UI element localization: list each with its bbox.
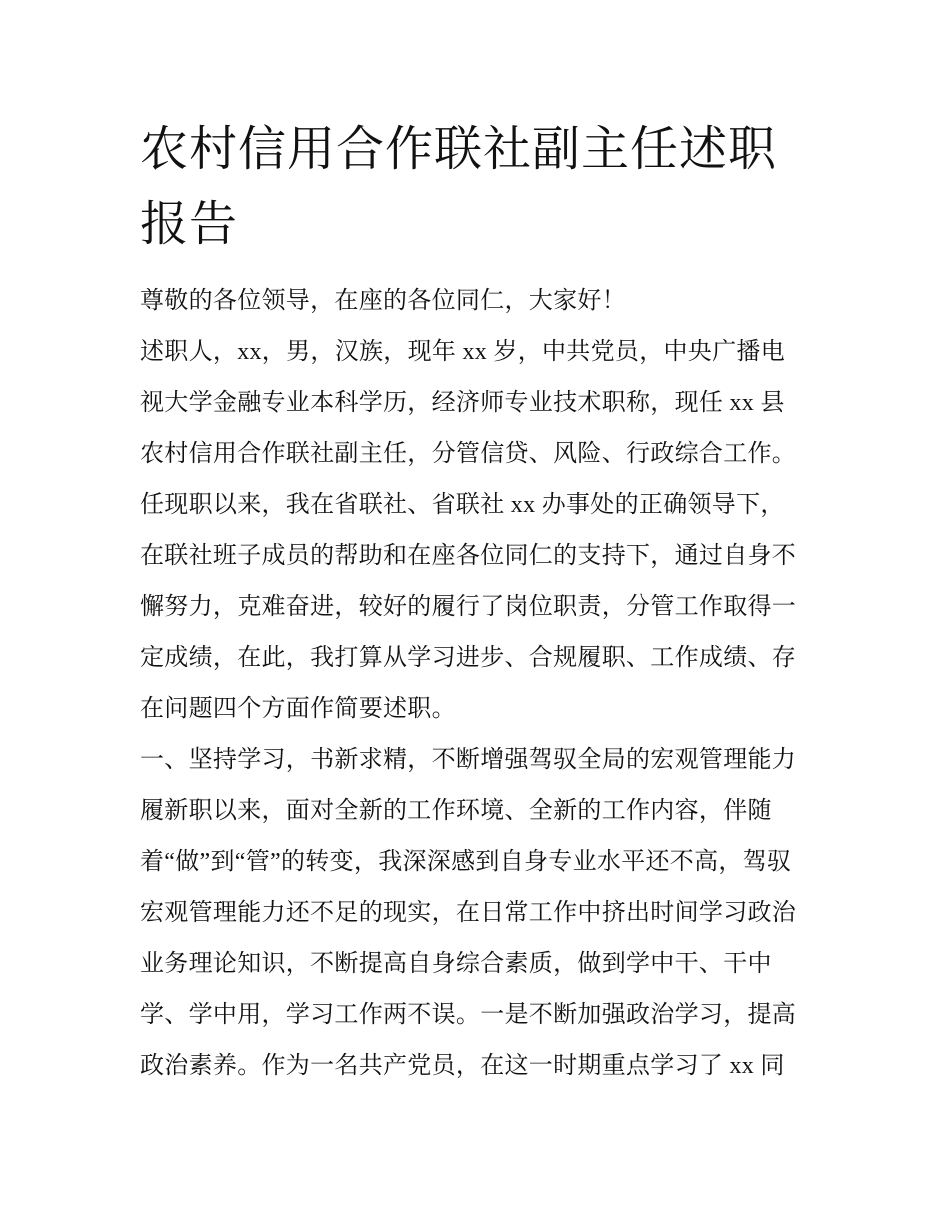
body-line: 任现职以来，我在省联社、省联社 xx 办事处的正确领导下， [140, 492, 785, 518]
body-line: 述职人，xx，男，汉族，现年 xx 岁，中共党员，中央广播电 [140, 339, 785, 365]
body-line: 在联社班子成员的帮助和在座各位同仁的支持下，通过自身不 [140, 543, 797, 569]
body-line: 定成绩，在此，我打算从学习进步、合规履职、工作成绩、存 [140, 645, 797, 671]
body-line: 政治素养。作为一名共产党员，在这一时期重点学习了 xx 同 [140, 1053, 785, 1079]
title-line: 农村信用合作联社副主任述职 [140, 121, 778, 177]
document-title [140, 112, 820, 262]
body-line: 学、学中用，学习工作两不误。一是不断加强政治学习，提高 [140, 1002, 797, 1028]
body-line: 在问题四个方面作简要述职。 [140, 696, 456, 722]
document-body [140, 281, 830, 1097]
body-line: 宏观管理能力还不足的现实，在日常工作中挤出时间学习政治 [140, 900, 797, 926]
body-line: 懈努力，克难奋进，较好的履行了岗位职责，分管工作取得一 [140, 594, 797, 620]
section-heading-line: 一、坚持学习，书新求精，不断增强驾驭全局的宏观管理能力 [140, 747, 797, 773]
title-line: 报告 [140, 196, 239, 252]
body-line: 视大学金融专业本科学历，经济师专业技术职称，现任 xx 县 [140, 390, 785, 416]
body-line: 业务理论知识，不断提高自身综合素质，做到学中干、干中 [140, 951, 772, 977]
body-line: 农村信用合作联社副主任，分管信贷、风险、行政综合工作。 [140, 441, 797, 467]
body-line: 着“做”到“管”的转变，我深深感到自身专业水平还不高，驾驭 [140, 849, 792, 875]
body-line: 履新职以来，面对全新的工作环境、全新的工作内容，伴随 [140, 798, 772, 824]
salutation-line: 尊敬的各位领导，在座的各位同仁，大家好！ [140, 288, 626, 314]
